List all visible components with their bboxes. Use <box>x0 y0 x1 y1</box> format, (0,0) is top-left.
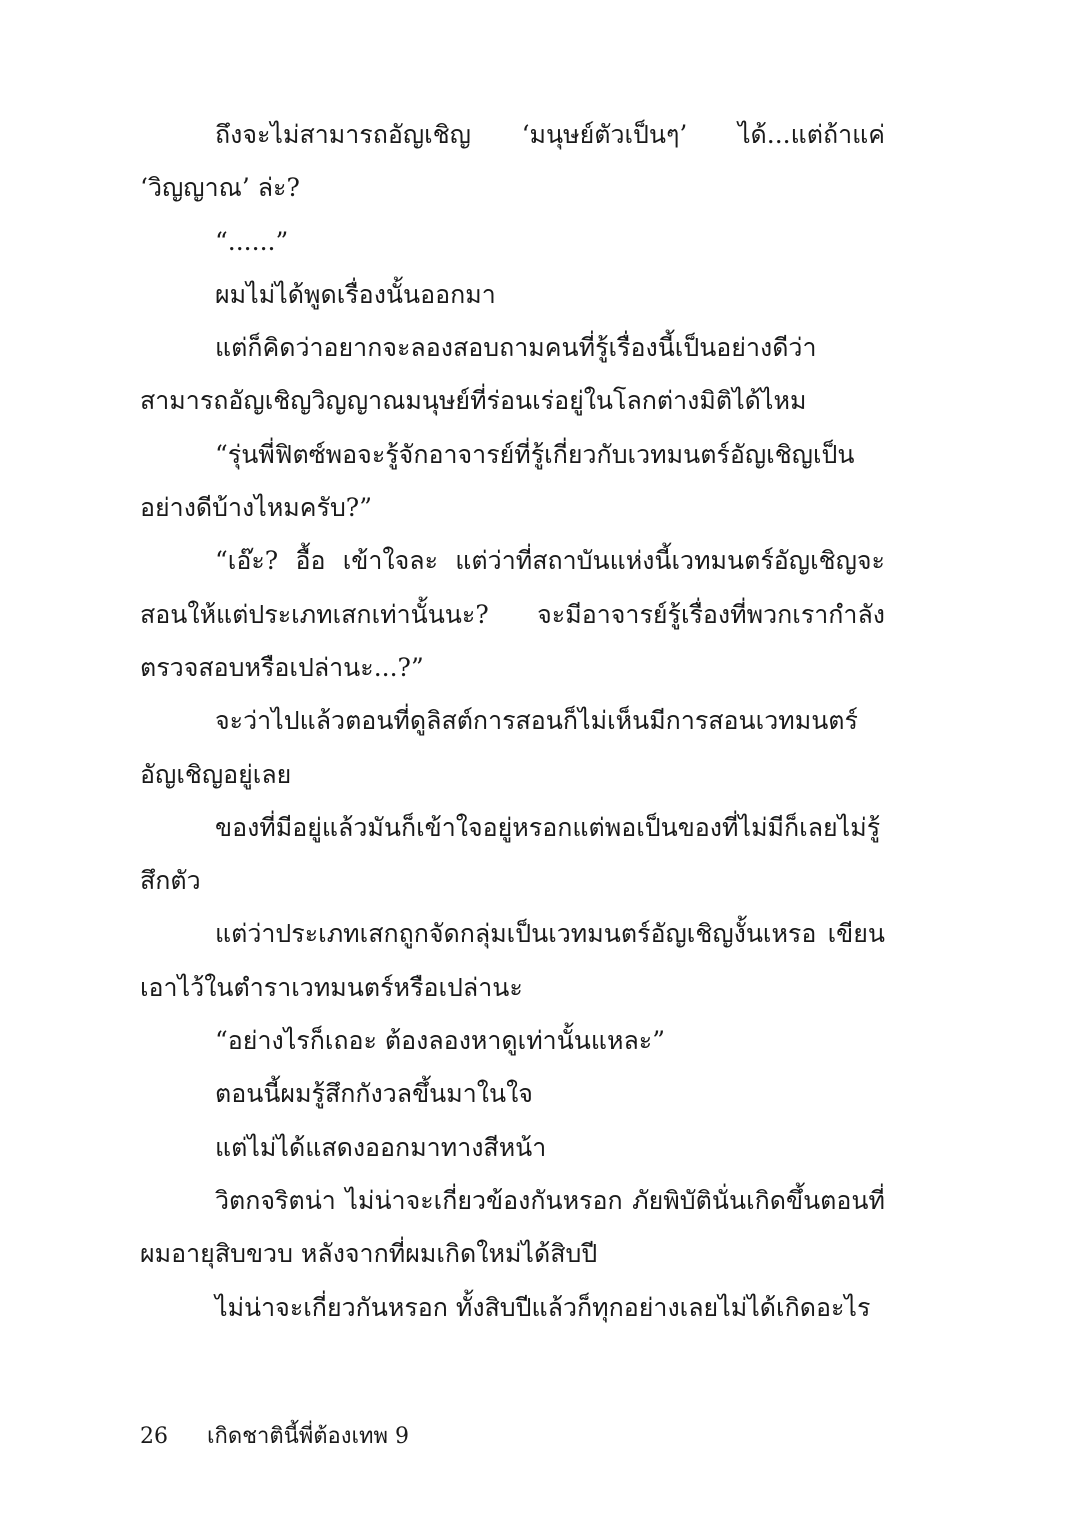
paragraph: ผมไม่ได้พูดเรื่องนั้นออกมา <box>215 279 496 309</box>
body-text <box>140 108 885 1334</box>
paragraph: แต่ว่าประเภทเสกถูกจัดกลุ่มเป็นเวทมนตร์อัญเชิญงั้นเหรอ เขียนเอาไว้ในตำราเวทมนตร์หรือเปล่านะ <box>140 919 885 1002</box>
paragraph: “อย่างไรก็เถอะ ต้องลองหาดูเท่านั้นแหละ” <box>215 1026 666 1056</box>
paragraph: ไม่น่าจะเกี่ยวกันหรอก ทั้งสิบปีแล้วก็ทุกอย่างเลยไม่ได้เกิดอะไร <box>215 1292 871 1322</box>
page-number: 26 <box>140 1424 168 1449</box>
paragraph: แต่ก็คิดว่าอยากจะลองสอบถามคนที่รู้เรื่องนี้เป็นอย่างดีว่า สามารถอัญเชิญวิญญาณมนุษย์ที่ร่อนเร่อยู่ในโลกต่างมิติได้ไหม <box>140 333 817 416</box>
book-title: เกิดชาตินี้พี่ต้องเทพ 9 <box>207 1424 409 1449</box>
paragraph: วิตกจริตน่า ไม่น่าจะเกี่ยวข้องกันหรอก ภัยพิบัตินั่นเกิดขึ้นตอนที่ผมอายุสิบขวบ หลังจากที่ผมเกิดใหม่ได้สิบปี <box>140 1185 885 1269</box>
paragraph: ตอนนี้ผมรู้สึกกังวลขึ้นมาในใจ <box>215 1079 533 1109</box>
paragraph: แต่ไม่ได้แสดงออกมาทางสีหน้า <box>215 1132 547 1162</box>
paragraph: “รุ่นพี่ฟิตซ์พอจะรู้จักอาจารย์ที่รู้เกี่ยวกับเวทมนตร์อัญเชิญเป็นอย่างดีบ้างไหมครับ?” <box>140 439 855 523</box>
page-footer <box>140 1422 409 1452</box>
paragraph: ของที่มีอยู่แล้วมันก็เข้าใจอยู่หรอกแต่พอเป็นของที่ไม่มีก็เลยไม่รู้สึกตัว <box>140 812 881 896</box>
paragraph: “......” <box>215 226 289 256</box>
paragraph: ถึงจะไม่สามารถอัญเชิญ ‘มนุษย์ตัวเป็นๆ’ ได้...แต่ถ้าแค่ ‘วิญญาณ’ ล่ะ? <box>140 120 885 203</box>
paragraph: “เอ๊ะ? อื้อ เข้าใจละ แต่ว่าที่สถาบันแห่งนี้เวทมนตร์อัญเชิญจะสอนให้แต่ประเภทเสกเท่านั้นนะ? จะมีอาจารย์รู้เรื่องที่พวกเรากำลังตรวจสอบหรือเปล่านะ...?” <box>140 546 885 682</box>
paragraph: จะว่าไปแล้วตอนที่ดูลิสต์การสอนก็ไม่เห็นมีการสอนเวทมนตร์อัญเชิญอยู่เลย <box>140 706 858 789</box>
